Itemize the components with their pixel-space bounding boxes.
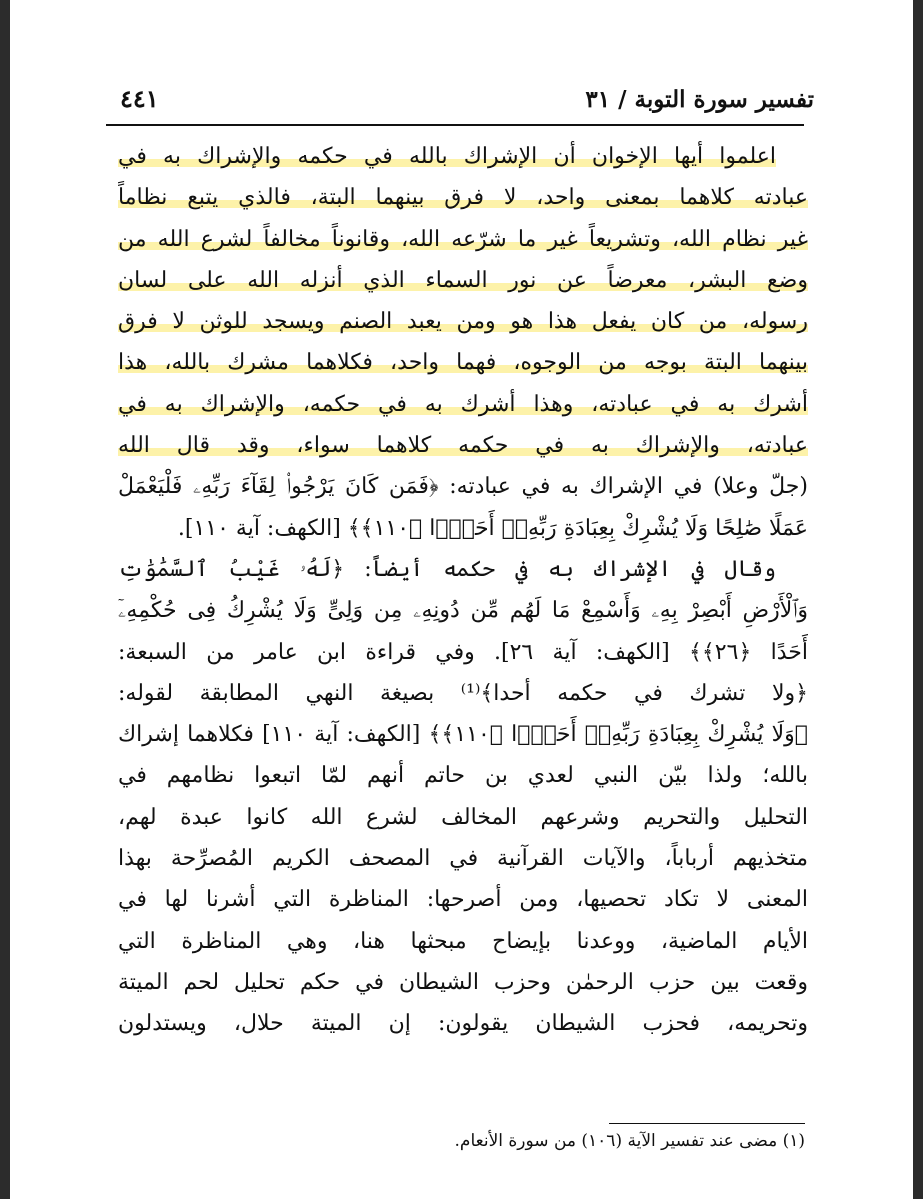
line-text: المعنى لا تكاد تحصيها، ومن أصرحها: المناظرة التي أشرنا لها في	[118, 887, 808, 913]
line-text: الأيام الماضية، ووعدنا بإيضاح مبحثها هنا، وهي المناظرة التي	[118, 928, 808, 954]
line-text: عَمَلًا صَٰلِحًا وَلَا يُشْرِكْ بِعِبَادَةِ رَبِّهِۦٓ أَحَدًۢا ﴿١١٠﴾﴾ [الكهف: آية ١١٠].	[177, 515, 808, 541]
text-line	[118, 219, 808, 260]
page-frame-left	[0, 0, 10, 1199]
text-line	[118, 301, 808, 342]
line-text: ﴿وَلَا يُشْرِكْ بِعِبَادَةِ رَبِّهِۦٓ أَحَدًۢا ﴿١١٠﴾﴾ [الكهف: آية ١١٠] فكلاهما إشراك	[118, 722, 808, 748]
text-line	[118, 1003, 808, 1044]
text-line	[118, 838, 808, 879]
body-text	[118, 136, 808, 1045]
highlighted-text: وضع البشر، معرضاً عن نور السماء الذي أنزله الله على لسان	[118, 267, 808, 293]
footnote-rule	[609, 1123, 805, 1124]
text-line	[118, 384, 808, 425]
footnote: (١) مضى عند تفسير الآية (١٠٦) من سورة الأنعام.	[454, 1131, 805, 1151]
line-text: وقال في الإشراك به في حكمه أيضاً: ﴿لَهُۥ غَيْبُ ٱلسَّمَٰوَٰتِ	[118, 556, 776, 582]
highlighted-text: عبادته، والإشراك به في حكمه كلاهما سواء، وقد قال الله	[118, 433, 808, 459]
highlighted-text: غير نظام الله، وتشريعاً غير ما شرّعه الله، وقانوناً مخالفاً لشرع الله من	[118, 226, 808, 252]
highlighted-text: عبادته كلاهما بمعنى واحد، لا فرق بينهما البتة، فالذي يتبع نظاماً	[118, 185, 808, 211]
line-text: التحليل والتحريم وشرعهم المخالف لشرع الله كانوا عبدة لهم،	[118, 804, 808, 830]
text-line	[118, 590, 808, 631]
text-line	[118, 962, 808, 1003]
highlighted-text: أشرك به في عبادته، وهذا أشرك به في حكمه، والإشراك به في	[118, 391, 808, 417]
running-title: تفسير سورة التوبة / ٣١	[585, 86, 814, 113]
text-line	[118, 797, 808, 838]
text-line	[118, 136, 808, 177]
line-text: متخذيهم أرباباً، والآيات القرآنية في المصحف الكريم المُصرِّحة بهذا	[118, 846, 808, 872]
highlighted-text: بينهما البتة بوجه من الوجوه، فهما واحد، فكلاهما مشرك بالله، هذا	[118, 350, 808, 376]
text-line	[118, 342, 808, 383]
text-line	[118, 921, 808, 962]
text-line	[118, 425, 808, 466]
text-line	[118, 879, 808, 920]
line-text: بالله؛ ولذا بيّن النبي لعدي بن حاتم أنهم لمّا اتبعوا نظامهم في	[118, 763, 808, 789]
text-line	[118, 755, 808, 796]
text-line	[118, 466, 808, 507]
text-line	[118, 508, 808, 549]
line-text: ﴿ولا تشرك في حكمه أحدا﴾⁽¹⁾ بصيغة النهي المطابقة لقوله:	[118, 680, 808, 706]
text-line	[118, 260, 808, 301]
page-number: ٤٤١	[120, 84, 159, 113]
line-text: وتحريمه، فحزب الشيطان يقولون: إن الميتة حلال، ويستدلون	[118, 1011, 808, 1037]
line-text: أَحَدًا ﴿٢٦﴾﴾ [الكهف: آية ٢٦]. وفي قراءة ابن عامر من السبعة:	[118, 639, 808, 665]
highlighted-text: رسوله، من كان يفعل هذا هو ومن يعبد الصنم ويسجد للوثن لا فرق	[118, 309, 808, 335]
line-text: وقعت بين حزب الرحمٰن وحزب الشيطان في حكم تحليل لحم الميتة	[118, 969, 808, 995]
header-rule	[106, 124, 804, 126]
text-line	[118, 632, 808, 673]
text-line	[118, 673, 808, 714]
text-line	[118, 549, 808, 590]
highlighted-text: اعلموا أيها الإخوان أن الإشراك بالله في حكمه والإشراك به في	[118, 144, 776, 169]
page-header	[116, 82, 814, 126]
line-text: وَٱلْأَرْضِ أَبْصِرْ بِهِۦ وَأَسْمِعْ مَا لَهُم مِّن دُونِهِۦ مِن وَلِىٍّ وَلَا يُشْرِكُ فِى حُكْمِهِۦٓ	[118, 598, 808, 624]
text-line	[118, 714, 808, 755]
page-frame-right	[913, 0, 923, 1199]
text-line	[118, 177, 808, 218]
line-text: (جلّ وعلا) في الإشراك به في عبادته: ﴿فَمَن كَانَ يَرْجُوا۟ لِقَآءَ رَبِّهِۦ فَلْيَعْمَلْ	[118, 474, 808, 500]
